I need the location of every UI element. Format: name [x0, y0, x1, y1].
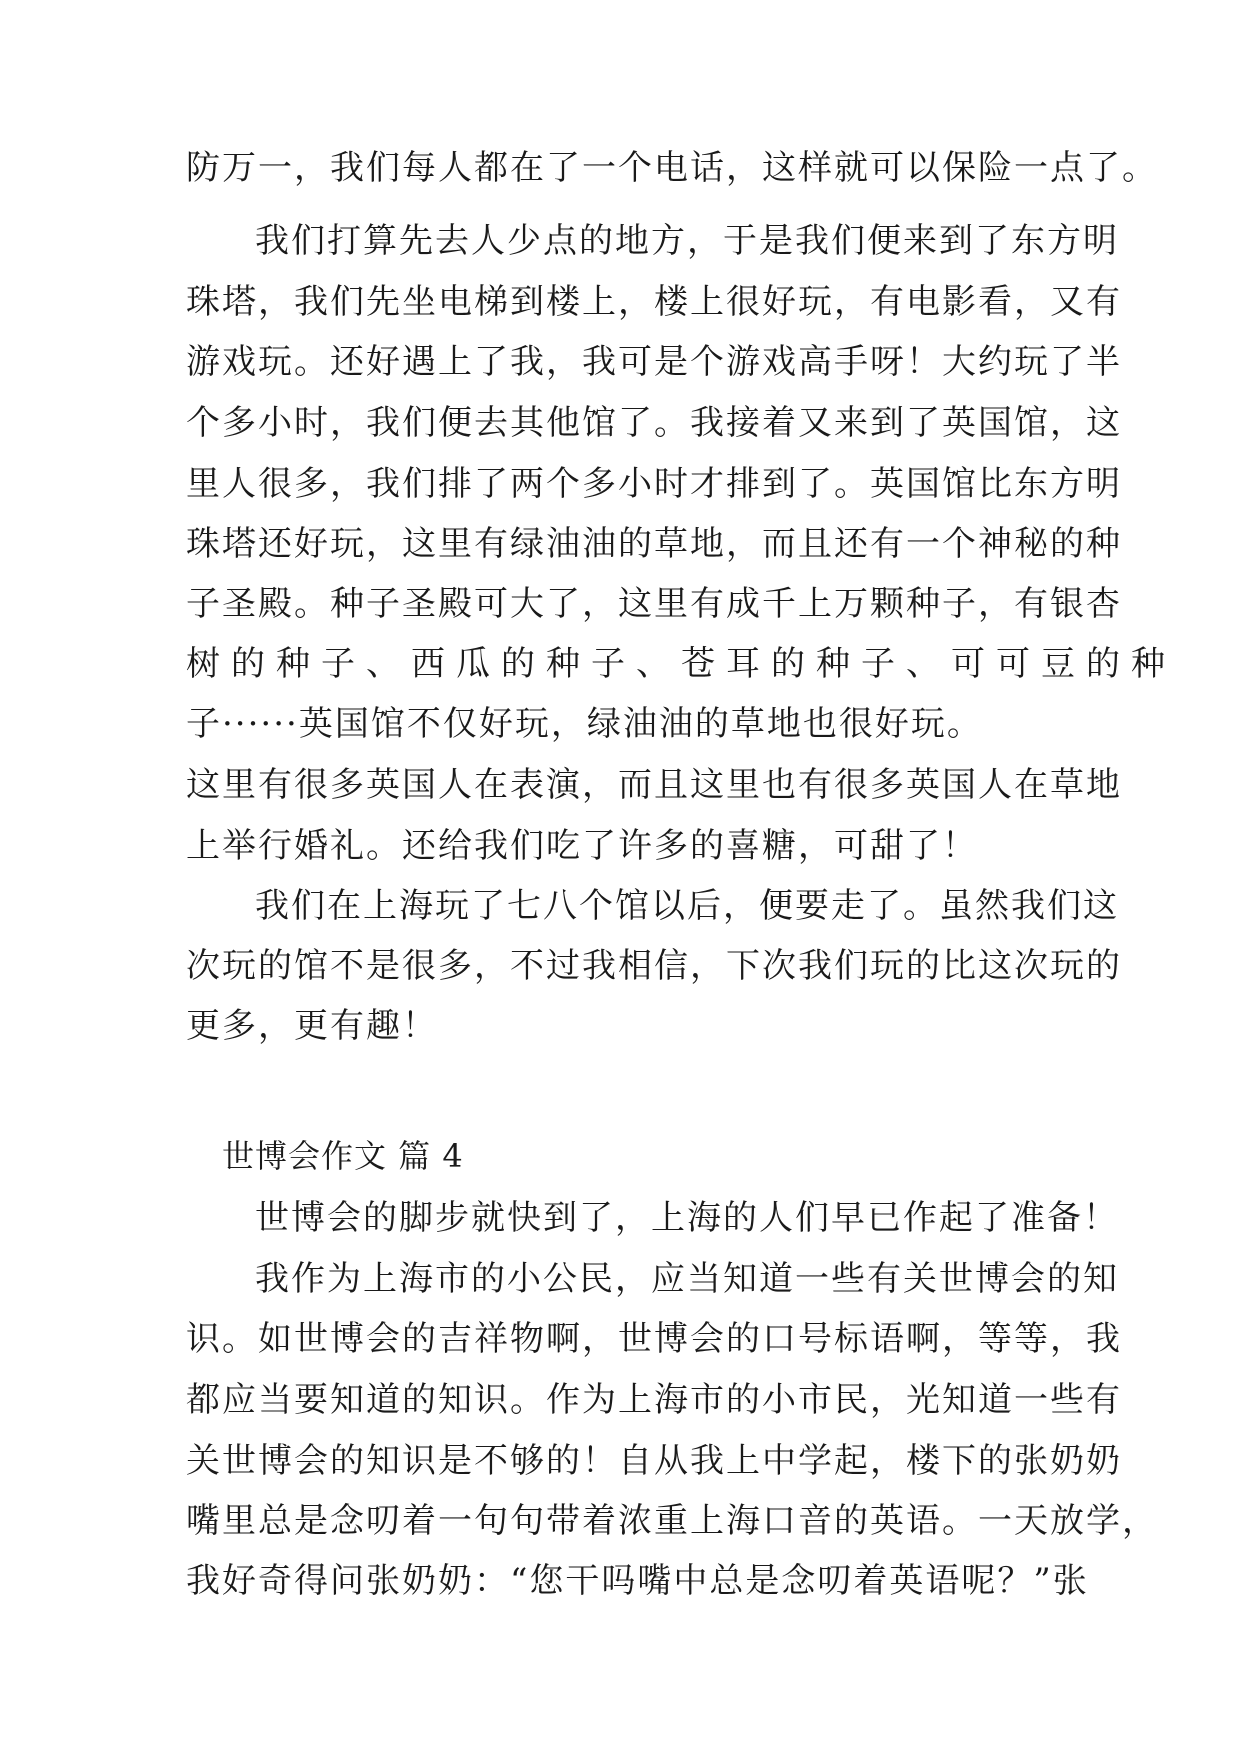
para2-line-8: 树的种子、西瓜的种子、苍耳的种子、可可豆的种 — [186, 644, 1176, 684]
para5-line-5: 嘴里总是念叨着一句句带着浓重上海口音的英语。一天放学， — [186, 1501, 1158, 1541]
para4-line-1: 世博会的脚步就快到了，上海的人们早已作起了准备！ — [255, 1198, 1119, 1238]
para1-line-1: 防万一，我们每人都在了一个电话，这样就可以保险一点了。 — [186, 148, 1158, 188]
para2-line-10: 这里有很多英国人在表演，而且这里也有很多英国人在草地 — [186, 765, 1122, 805]
para2-line-11: 上举行婚礼。还给我们吃了许多的喜糖，可甜了！ — [186, 826, 978, 866]
para3-line-1: 我们在上海玩了七八个馆以后，便要走了。虽然我们这 — [255, 886, 1119, 926]
section-heading: 世博会作文 篇 4 — [222, 1137, 464, 1175]
para5-line-6: 我好奇得问张奶奶：“您干吗嘴中总是念叨着英语呢？”张 — [186, 1561, 1089, 1601]
para3-line-3: 更多，更有趣！ — [186, 1006, 438, 1046]
para2-line-3: 游戏玩。还好遇上了我，我可是个游戏高手呀！大约玩了半 — [186, 342, 1122, 382]
para2-line-5: 里人很多，我们排了两个多小时才排到了。英国馆比东方明 — [186, 464, 1122, 504]
para2-line-2: 珠塔，我们先坐电梯到楼上，楼上很好玩，有电影看，又有 — [186, 282, 1122, 322]
para5-line-4: 关世博会的知识是不够的！自从我上中学起，楼下的张奶奶 — [186, 1441, 1122, 1481]
para5-line-2: 识。如世博会的吉祥物啊，世博会的口号标语啊，等等，我 — [186, 1319, 1122, 1359]
para2-line-4: 个多小时，我们便去其他馆了。我接着又来到了英国馆，这 — [186, 403, 1122, 443]
para2-line-6: 珠塔还好玩，这里有绿油油的草地，而且还有一个神秘的种 — [186, 524, 1122, 564]
para5-line-1: 我作为上海市的小公民，应当知道一些有关世博会的知 — [255, 1259, 1119, 1299]
para5-line-3: 都应当要知道的知识。作为上海市的小市民，光知道一些有 — [186, 1380, 1122, 1420]
para2-line-9: 子······英国馆不仅好玩，绿油油的草地也很好玩。 — [186, 704, 983, 744]
para2-line-1: 我们打算先去人少点的地方，于是我们便来到了东方明 — [255, 221, 1119, 261]
para2-line-7: 子圣殿。种子圣殿可大了，这里有成千上万颗种子，有银杏 — [186, 584, 1122, 624]
para3-line-2: 次玩的馆不是很多，不过我相信，下次我们玩的比这次玩的 — [186, 946, 1122, 986]
